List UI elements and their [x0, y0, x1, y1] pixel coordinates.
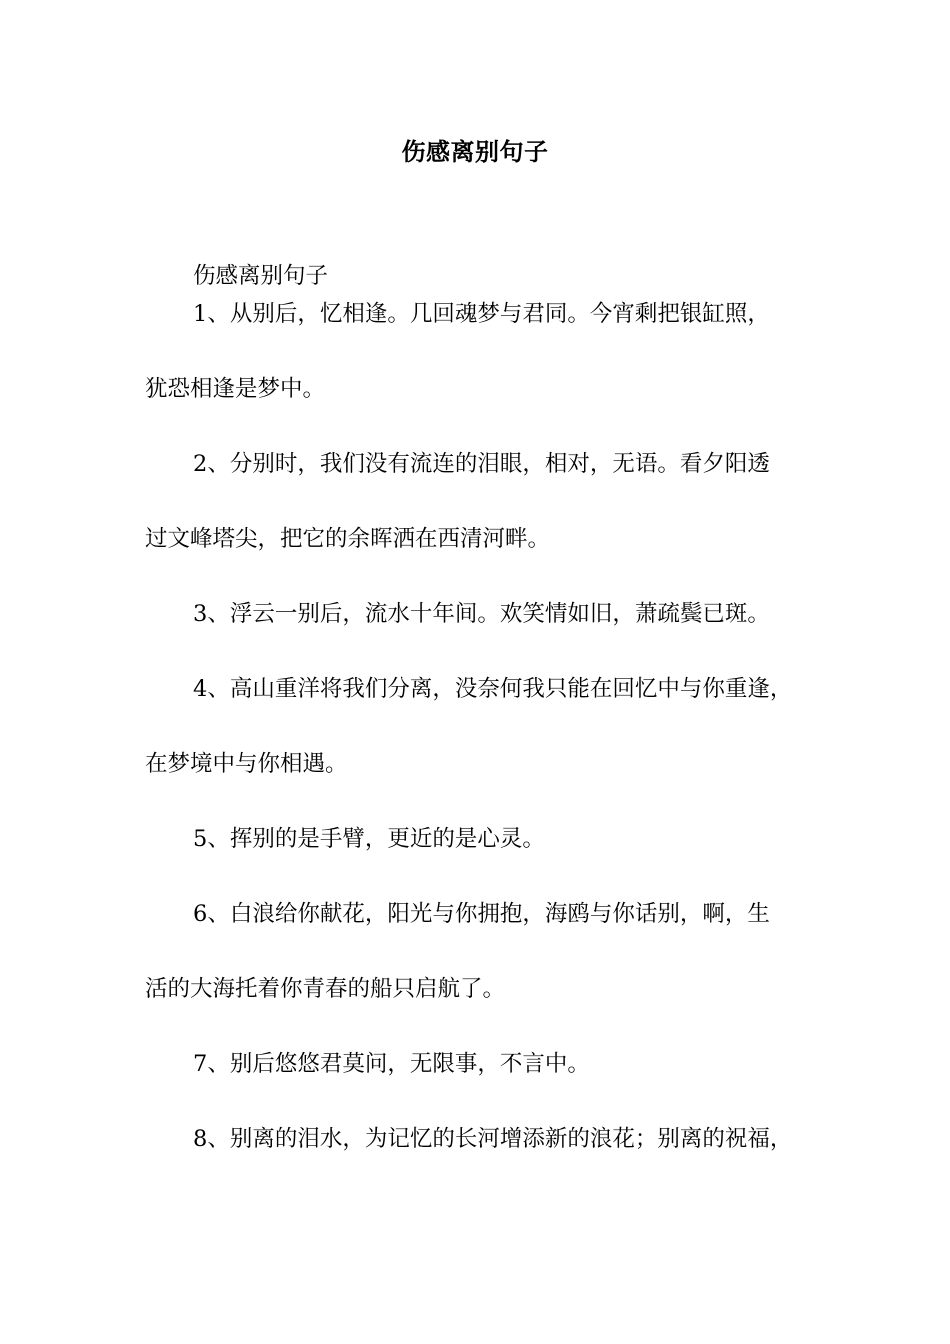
- paragraph-5-line-1: 5、挥别的是手臂，更近的是心灵。: [193, 826, 545, 852]
- document-title: 伤感离别句子: [401, 137, 549, 166]
- paragraph-2-line-1: 2、分别时，我们没有流连的泪眼，相对，无语。看夕阳透: [193, 451, 770, 477]
- paragraph-6-line-1: 6、白浪给你献花，阳光与你拥抱，海鸥与你话别，啊，生: [193, 901, 770, 927]
- paragraph-4-line-1: 4、高山重洋将我们分离，没奈何我只能在回忆中与你重逢，: [193, 676, 793, 702]
- paragraph-1-line-2: 犹恐相逢是梦中。: [145, 376, 326, 402]
- paragraph-4-line-2: 在梦境中与你相遇。: [145, 751, 348, 777]
- paragraph-3-line-1: 3、浮云一别后，流水十年间。欢笑情如旧，萧疏鬓已斑。: [193, 601, 770, 627]
- document-body: [145, 257, 810, 1158]
- document-subtitle: 伤感离别句子: [193, 263, 329, 289]
- paragraph-8-line-1: 8、别离的泪水，为记忆的长河增添新的浪花；别离的祝福，: [193, 1126, 793, 1152]
- paragraph-6-line-2: 活的大海托着你青春的船只启航了。: [145, 976, 506, 1002]
- paragraph-7-line-1: 7、别后悠悠君莫问，无限事，不言中。: [193, 1051, 590, 1077]
- paragraph-2-line-2: 过文峰塔尖，把它的余晖洒在西清河畔。: [145, 526, 551, 552]
- paragraph-1-line-1: 1、从别后，忆相逢。几回魂梦与君同。今宵剩把银缸照，: [193, 301, 770, 327]
